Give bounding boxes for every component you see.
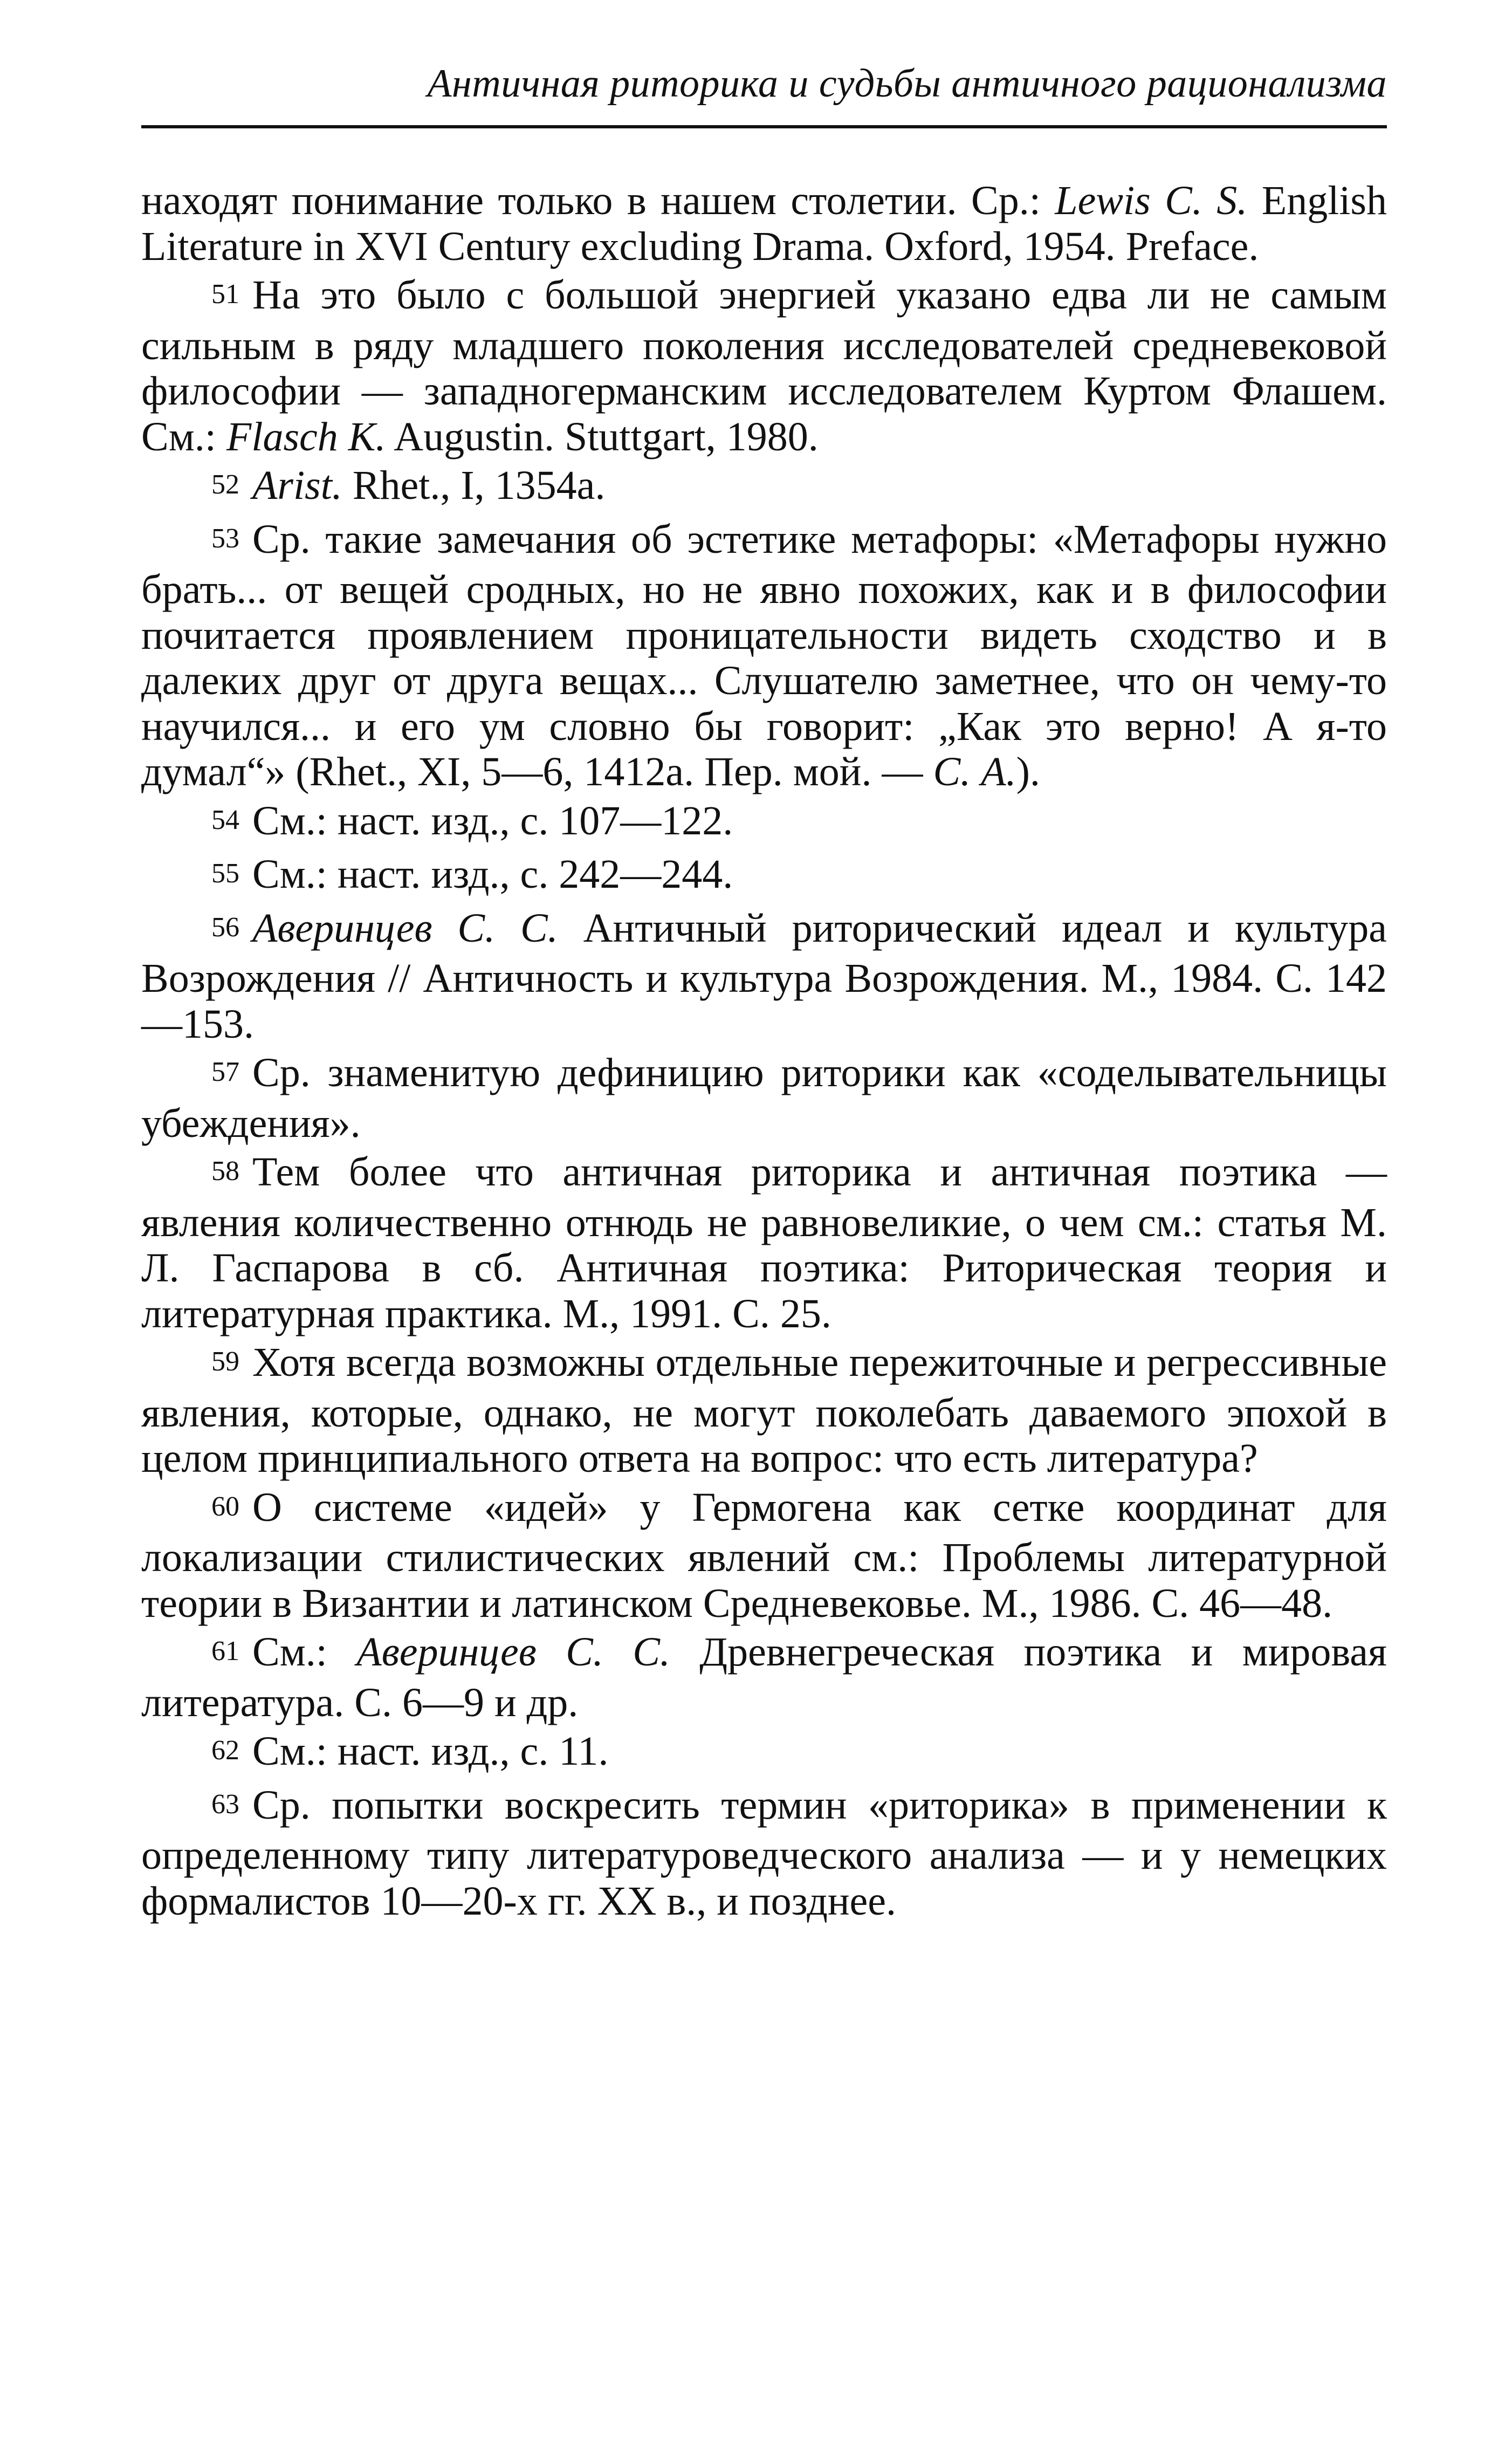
- running-head: Античная риторика и судьбы античного рационализма: [427, 61, 1387, 106]
- header-rule: [141, 125, 1387, 128]
- note-text-tail: ).: [1016, 749, 1040, 794]
- endnotes: [141, 178, 1387, 1927]
- note-text: См.: наст. изд., с. 242—244.: [252, 852, 733, 897]
- endnote-61: [141, 1629, 1387, 1725]
- note-number: 59: [211, 1346, 239, 1377]
- note-number: 60: [211, 1491, 239, 1522]
- note-author: Lewis C. S.: [1055, 178, 1248, 223]
- note-text: находят понимание только в нашем столетии. Ср.:: [141, 178, 1055, 223]
- endnote-62: [141, 1729, 1387, 1779]
- endnote-51: [141, 272, 1387, 460]
- endnote-54: [141, 798, 1387, 849]
- note-text-tail: Augustin. Stuttgart, 1980.: [386, 414, 819, 460]
- note-text: Ср. попытки воскресить термин «риторика» в применении к определенному типу литературоведческого анализа — и у немецких формалистов 10—20-х гг. XX в., и позднее.: [141, 1782, 1387, 1924]
- note-text: См.: наст. изд., с. 11.: [252, 1729, 609, 1774]
- note-number: 57: [211, 1057, 239, 1087]
- note-text-tail: Древнегреческая поэтика и мировая литература. С. 6—9 и др.: [141, 1629, 1387, 1725]
- note-text: Хотя всегда возможны отдельные пережиточные и регрессивные явления, которые, однако, не могут поколебать даваемого эпохой в целом принципиального ответа на вопрос: что есть литература?: [141, 1340, 1387, 1481]
- note-author: Аверинцев С. С.: [252, 905, 558, 951]
- note-text: Ср. такие замечания об эстетике метафоры: «Метафоры нужно брать... от вещей сродных, но не явно похожих, как и в философии почитается проявлением проницательности видеть сходство и в далеких друг от друга вещах... Слушателю заметнее, что он чему-то научился... и его ум словно бы говорит: „Как это верно! А я-то думал“» (Rhet., XI, 5—6, 1412a. Пер. мой. —: [141, 516, 1387, 794]
- note-author: Arist.: [252, 463, 342, 508]
- note-number: 61: [211, 1636, 239, 1667]
- note-number: 52: [211, 469, 239, 500]
- note-text: О системе «идей» у Гермогена как сетке координат для локализации стилистических явлений см.: Проблемы литературной теории в Византии и латинском Средневековье. М., 1986. С. 46—48.: [141, 1484, 1387, 1626]
- note-number: 55: [211, 858, 239, 889]
- note-text-tail: Rhet., I, 1354a.: [342, 463, 606, 508]
- note-number: 53: [211, 523, 239, 554]
- note-number: 54: [211, 804, 239, 835]
- endnote-63: [141, 1782, 1387, 1924]
- note-number: 58: [211, 1156, 239, 1187]
- note-author: Flasch K.: [226, 414, 386, 460]
- note-number: 51: [211, 279, 239, 310]
- note-number: 62: [211, 1735, 239, 1766]
- note-author: С. А.: [933, 749, 1016, 794]
- note-number: 56: [211, 911, 239, 943]
- note-text-tail: Античный риторический идеал и культура Возрождения // Античность и культура Возрождения. М., 1984. С. 142—153.: [141, 905, 1387, 1047]
- endnote-continued: [141, 178, 1387, 269]
- endnote-55: [141, 852, 1387, 902]
- note-text: Ср. знаменитую дефиницию риторики как «соделывательницы убеждения».: [141, 1050, 1387, 1146]
- endnote-56: [141, 906, 1387, 1047]
- endnote-57: [141, 1050, 1387, 1146]
- endnote-52: [141, 463, 1387, 513]
- endnote-53: [141, 517, 1387, 795]
- endnote-60: [141, 1485, 1387, 1627]
- note-text: См.: наст. изд., с. 107—122.: [252, 798, 733, 844]
- endnote-58: [141, 1149, 1387, 1336]
- note-text: См.:: [252, 1629, 357, 1675]
- note-number: 63: [211, 1788, 239, 1820]
- note-text: На это было с большой энергией указано едва ли не самым сильным в ряду младшего поколения исследователей средневековой философии — западногерманским исследователем Куртом Флашем. См.:: [141, 272, 1387, 460]
- note-author: Аверинцев С. С.: [356, 1629, 670, 1675]
- note-text-tail: English Literature in XVI Century excluding Drama. Oxford, 1954. Preface.: [141, 178, 1387, 269]
- endnote-59: [141, 1340, 1387, 1482]
- note-text: Тем более что античная риторика и античная поэтика — явления количественно отнюдь не равновеликие, о чем см.: статья М. Л. Гаспарова в сб. Античная поэтика: Риторическая теория и литературная практика. М., 1991. С. 25.: [141, 1149, 1387, 1336]
